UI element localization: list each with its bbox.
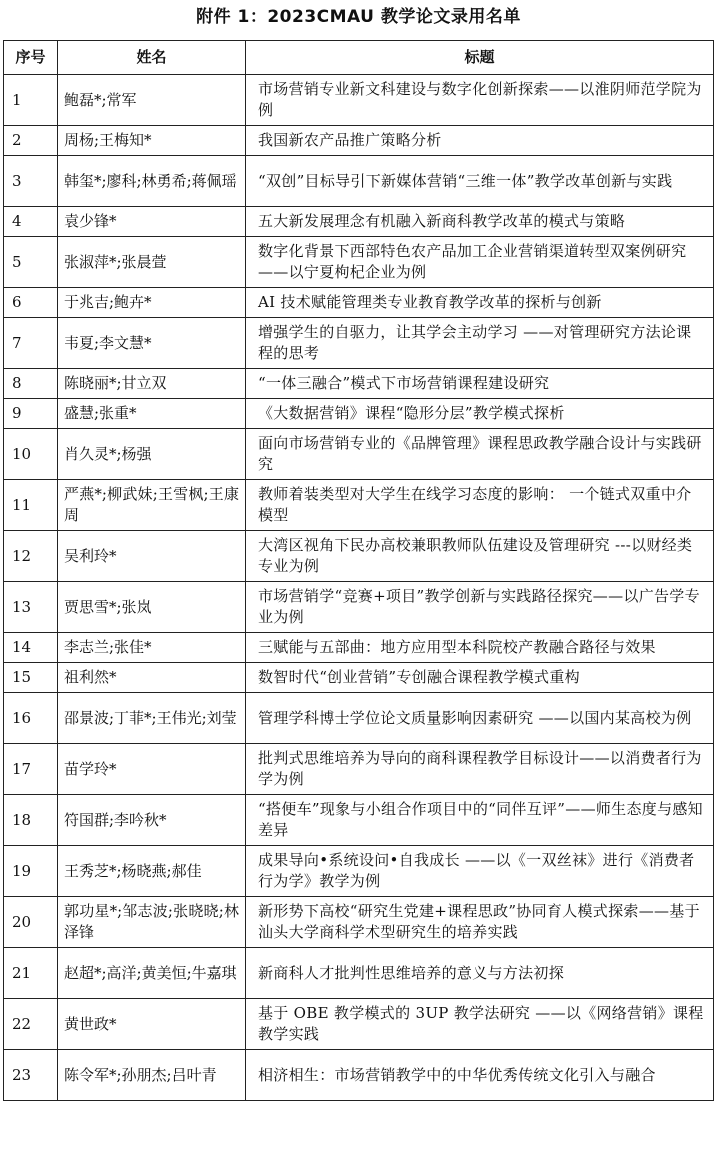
row-index: 10 xyxy=(4,429,58,480)
row-paper-title: AI 技术赋能管理类专业教育教学改革的探析与创新 xyxy=(246,288,714,318)
row-paper-title: 市场营销学“竞赛+项目”教学创新与实践路径探究——以广告学专业为例 xyxy=(246,582,714,633)
row-authors: 于兆吉;鲍卉* xyxy=(58,288,246,318)
row-index: 1 xyxy=(4,75,58,126)
row-index: 21 xyxy=(4,948,58,999)
table-row xyxy=(4,1050,714,1101)
table-row xyxy=(4,693,714,744)
row-authors: 苗学玲* xyxy=(58,744,246,795)
document-title: 附件 1：2023CMAU 教学论文录用名单 xyxy=(196,7,521,27)
row-index: 7 xyxy=(4,318,58,369)
row-authors: 祖利然* xyxy=(58,663,246,693)
row-index: 9 xyxy=(4,399,58,429)
row-paper-title: “一体三融合”模式下市场营销课程建设研究 xyxy=(246,369,714,399)
row-index: 13 xyxy=(4,582,58,633)
table-row xyxy=(4,897,714,948)
row-authors: 吴利玲* xyxy=(58,531,246,582)
header-title: 标题 xyxy=(246,41,714,75)
row-authors: 邵景波;丁菲*;王伟光;刘莹 xyxy=(58,693,246,744)
row-index: 14 xyxy=(4,633,58,663)
row-paper-title: 批判式思维培养为导向的商科课程教学目标设计——以消费者行为学为例 xyxy=(246,744,714,795)
row-paper-title: 三赋能与五部曲：地方应用型本科院校产教融合路径与效果 xyxy=(246,633,714,663)
row-index: 23 xyxy=(4,1050,58,1101)
row-index: 4 xyxy=(4,207,58,237)
row-paper-title: 市场营销专业新文科建设与数字化创新探索——以淮阴师范学院为例 xyxy=(246,75,714,126)
row-paper-title: 数智时代“创业营销”专创融合课程教学模式重构 xyxy=(246,663,714,693)
row-paper-title: “双创”目标导引下新媒体营销“三维一体”教学改革创新与实践 xyxy=(246,156,714,207)
row-paper-title: 相济相生：市场营销教学中的中华优秀传统文化引入与融合 xyxy=(246,1050,714,1101)
row-paper-title: 基于 OBE 教学模式的 3UP 教学法研究 ——以《网络营销》课程教学实践 xyxy=(246,999,714,1050)
table-row xyxy=(4,369,714,399)
accepted-papers-table xyxy=(3,40,714,1101)
row-authors: 赵超*;高洋;黄美恒;牛嘉琪 xyxy=(58,948,246,999)
table-row xyxy=(4,948,714,999)
header-index: 序号 xyxy=(4,41,58,75)
row-authors: 韦夏;李文慧* xyxy=(58,318,246,369)
table-row xyxy=(4,744,714,795)
row-authors: 陈晓丽*;甘立双 xyxy=(58,369,246,399)
header-name: 姓名 xyxy=(58,41,246,75)
row-index: 12 xyxy=(4,531,58,582)
table-row xyxy=(4,795,714,846)
row-index: 5 xyxy=(4,237,58,288)
row-index: 19 xyxy=(4,846,58,897)
row-index: 17 xyxy=(4,744,58,795)
row-authors: 郭功星*;邹志波;张晓晓;林泽锋 xyxy=(58,897,246,948)
table-row xyxy=(4,207,714,237)
row-authors: 李志兰;张佳* xyxy=(58,633,246,663)
row-paper-title: 《大数据营销》课程“隐形分层”教学模式探析 xyxy=(246,399,714,429)
row-paper-title: 教师着装类型对大学生在线学习态度的影响： 一个链式双重中介模型 xyxy=(246,480,714,531)
row-paper-title: “搭便车”现象与小组合作项目中的“同伴互评”——师生态度与感知差异 xyxy=(246,795,714,846)
row-paper-title: 新形势下高校“研究生党建+课程思政”协同育人模式探索——基于汕头大学商科学术型研究生的培养实践 xyxy=(246,897,714,948)
row-authors: 贾思雪*;张岚 xyxy=(58,582,246,633)
table-row xyxy=(4,846,714,897)
table-row xyxy=(4,999,714,1050)
row-authors: 陈令军*;孙朋杰;吕叶青 xyxy=(58,1050,246,1101)
table-header-row xyxy=(4,41,714,75)
row-index: 15 xyxy=(4,663,58,693)
row-index: 22 xyxy=(4,999,58,1050)
row-authors: 黄世政* xyxy=(58,999,246,1050)
table-row xyxy=(4,582,714,633)
row-index: 11 xyxy=(4,480,58,531)
row-index: 3 xyxy=(4,156,58,207)
table-body xyxy=(4,75,714,1101)
row-index: 18 xyxy=(4,795,58,846)
table-row xyxy=(4,633,714,663)
table-row xyxy=(4,156,714,207)
table-row xyxy=(4,429,714,480)
table-row xyxy=(4,75,714,126)
row-authors: 盛慧;张重* xyxy=(58,399,246,429)
table-row xyxy=(4,399,714,429)
row-paper-title: 大湾区视角下民办高校兼职教师队伍建设及管理研究 ---以财经类专业为例 xyxy=(246,531,714,582)
row-authors: 周杨;王梅知* xyxy=(58,126,246,156)
table-row xyxy=(4,237,714,288)
table-row xyxy=(4,531,714,582)
row-index: 20 xyxy=(4,897,58,948)
row-index: 16 xyxy=(4,693,58,744)
table-row xyxy=(4,663,714,693)
row-paper-title: 增强学生的自驱力，让其学会主动学习 ——对管理研究方法论课程的思考 xyxy=(246,318,714,369)
row-authors: 张淑萍*;张晨萱 xyxy=(58,237,246,288)
row-authors: 韩玺*;廖科;林勇希;蒋佩瑶 xyxy=(58,156,246,207)
table-row xyxy=(4,318,714,369)
table-row xyxy=(4,126,714,156)
row-authors: 鲍磊*;常军 xyxy=(58,75,246,126)
row-authors: 符国群;李吟秋* xyxy=(58,795,246,846)
row-paper-title: 数字化背景下西部特色农产品加工企业营销渠道转型双案例研究——以宁夏枸杞企业为例 xyxy=(246,237,714,288)
row-authors: 严燕*;柳武妹;王雪枫;王康周 xyxy=(58,480,246,531)
row-authors: 袁少锋* xyxy=(58,207,246,237)
row-paper-title: 管理学科博士学位论文质量影响因素研究 ——以国内某高校为例 xyxy=(246,693,714,744)
row-paper-title: 五大新发展理念有机融入新商科教学改革的模式与策略 xyxy=(246,207,714,237)
row-authors: 肖久灵*;杨强 xyxy=(58,429,246,480)
row-index: 8 xyxy=(4,369,58,399)
table-row xyxy=(4,288,714,318)
row-paper-title: 成果导向•系统设问•自我成长 ——以《一双丝袜》进行《消费者行为学》教学为例 xyxy=(246,846,714,897)
row-authors: 王秀芝*;杨晓燕;郝佳 xyxy=(58,846,246,897)
table-row xyxy=(4,480,714,531)
row-index: 6 xyxy=(4,288,58,318)
row-index: 2 xyxy=(4,126,58,156)
row-paper-title: 面向市场营销专业的《品牌管理》课程思政教学融合设计与实践研究 xyxy=(246,429,714,480)
row-paper-title: 新商科人才批判性思维培养的意义与方法初探 xyxy=(246,948,714,999)
row-paper-title: 我国新农产品推广策略分析 xyxy=(246,126,714,156)
